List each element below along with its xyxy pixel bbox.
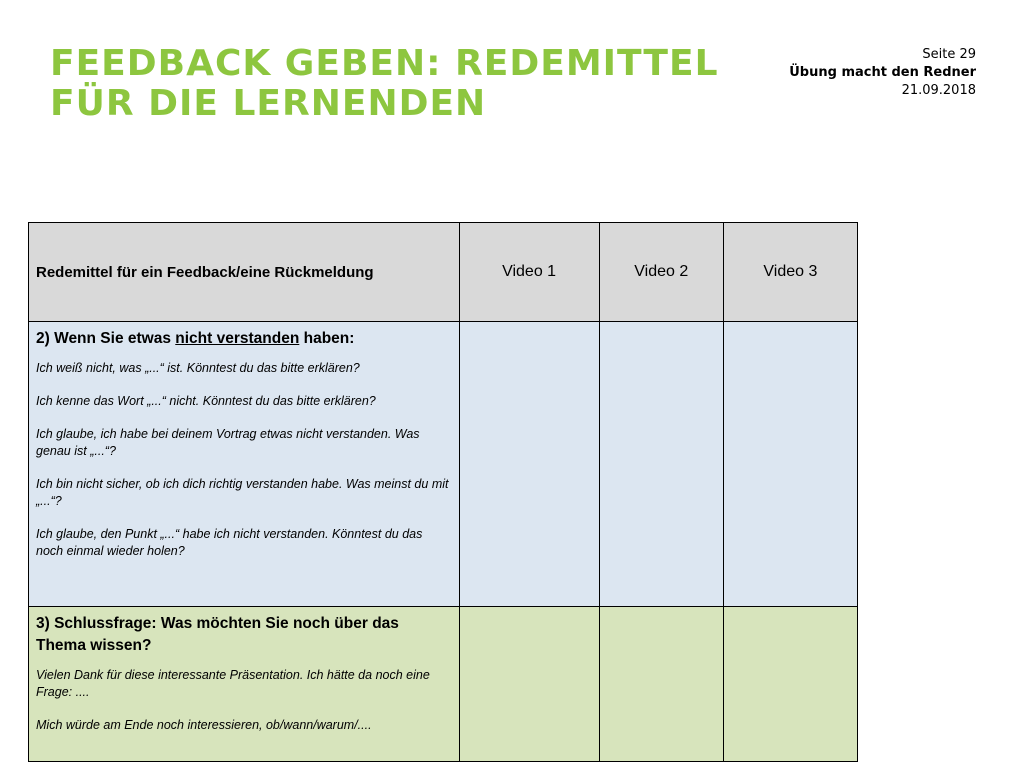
table-row-section-2 <box>29 322 858 607</box>
section-2-heading-underlined: nicht verstanden <box>175 330 300 347</box>
section-2-heading-suffix: haben: <box>299 330 355 347</box>
slide-title-line-1: FEEDBACK GEBEN: REDEMITTEL <box>50 43 719 84</box>
section-3-heading: 3) Schlussfrage: Was möchten Sie noch über das Thema wissen? <box>36 615 399 654</box>
section-3-phrase-1: Vielen Dank für diese interessante Präsentation. Ich hätte da noch eine Frage: .... <box>36 668 430 699</box>
section-3-cell <box>29 607 460 762</box>
header-video-3: Video 3 <box>723 223 857 322</box>
section-3-video-3-cell <box>723 607 857 762</box>
slide-date: 21.09.2018 <box>901 83 976 98</box>
section-2-video-3-cell <box>723 322 857 607</box>
section-2-video-1-cell <box>459 322 599 607</box>
table-header-row <box>29 223 858 322</box>
presentation-title: Übung macht den Redner <box>789 65 976 80</box>
section-2-phrase-5: Ich glaube, den Punkt „...“ habe ich nicht verstanden. Könntest du das noch einmal wieder holen? <box>36 527 423 558</box>
section-3-video-1-cell <box>459 607 599 762</box>
slide-title-line-2: FÜR DIE LERNENDEN <box>50 83 487 124</box>
section-3-phrase-2: Mich würde am Ende noch interessieren, ob/wann/warum/.... <box>36 718 372 732</box>
section-2-phrase-3: Ich glaube, ich habe bei deinem Vortrag etwas nicht verstanden. Was genau ist „...“? <box>36 427 420 458</box>
section-3-video-2-cell <box>599 607 723 762</box>
slide-title <box>50 44 770 124</box>
header-phrases: Redemittel für ein Feedback/eine Rückmeldung <box>29 223 460 322</box>
slide-meta <box>789 46 976 100</box>
page-number: Seite 29 <box>922 47 976 62</box>
section-2-phrase-4: Ich bin nicht sicher, ob ich dich richtig verstanden habe. Was meinst du mit „...“? <box>36 477 449 508</box>
header-video-2: Video 2 <box>599 223 723 322</box>
section-2-cell <box>29 322 460 607</box>
feedback-table <box>28 222 858 762</box>
header-video-1: Video 1 <box>459 223 599 322</box>
section-2-heading-prefix: 2) Wenn Sie etwas <box>36 330 176 347</box>
section-2-video-2-cell <box>599 322 723 607</box>
section-2-phrase-2: Ich kenne das Wort „...“ nicht. Könntest du das bitte erklären? <box>36 394 376 408</box>
section-2-phrase-1: Ich weiß nicht, was „...“ ist. Könntest du das bitte erklären? <box>36 361 360 375</box>
section-2-heading <box>36 328 451 350</box>
table-row-section-3 <box>29 607 858 762</box>
